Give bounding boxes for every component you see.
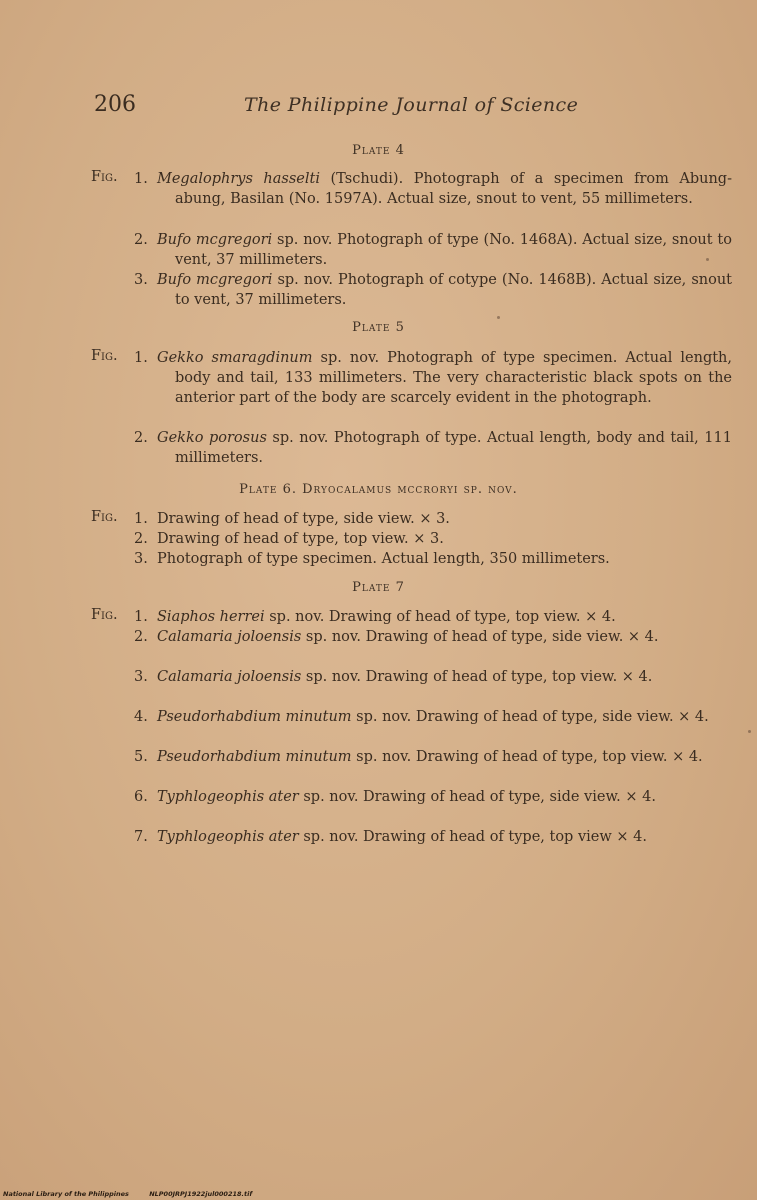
figure-caption: sp. nov. Drawing of head of type, top view × 4. xyxy=(298,829,647,845)
species-name: Pseudorhabdium minutum xyxy=(157,749,352,765)
figure-number: 3. xyxy=(134,272,148,288)
figure-caption: sp. nov. Drawing of head of type, side view. × 4. xyxy=(298,789,656,805)
figure-entry xyxy=(134,348,732,408)
fig-label: Fig. xyxy=(91,509,118,525)
figure-entry xyxy=(134,627,732,647)
figure-caption: Drawing of head of type, top view. × 3. xyxy=(157,531,444,547)
figure-entry xyxy=(134,428,732,468)
figure-caption: (Tschudi). Photograph of a specimen from Abung-abung, Basilan (No. 1597A). Actual size, snout to vent, 55 millimeters. xyxy=(175,171,732,207)
figure-caption: sp. nov. Drawing of head of type, side view. × 4. xyxy=(301,629,659,645)
plate-heading: Plate 5 xyxy=(352,320,405,335)
scan-speck xyxy=(497,316,500,319)
figure-number: 3. xyxy=(134,669,148,685)
page-header xyxy=(94,92,614,126)
species-name: Megalophrys hasselti xyxy=(157,171,320,187)
file-id: NLP00JRPJ1922jul000218.tif xyxy=(149,1190,253,1198)
figure-entry xyxy=(134,230,732,270)
plate-heading: Plate 6. Dryocalamus mccroryi sp. nov. xyxy=(239,482,518,497)
figure-number: 2. xyxy=(134,430,148,446)
species-name: Calamaria joloensis xyxy=(157,629,302,645)
plate-heading: Plate 4 xyxy=(352,143,405,158)
species-name: Calamaria joloensis xyxy=(157,669,302,685)
page-number: 206 xyxy=(94,92,136,117)
figure-caption: Drawing of head of type, side view. × 3. xyxy=(157,511,450,527)
figure-number: 1. xyxy=(134,171,148,187)
figure-caption: Photograph of type specimen. Actual length, 350 millimeters. xyxy=(157,551,610,567)
scan-footer xyxy=(3,1190,270,1198)
figure-entry xyxy=(134,270,732,310)
figure-entry xyxy=(134,747,732,767)
figure-number: 2. xyxy=(134,629,148,645)
figure-entry xyxy=(134,529,732,549)
figure-caption: sp. nov. Photograph of type specimen. Actual length, body and tail, 133 millimeters. The very characteristic black spots on the anterior part of the body are scarcely evident in the photograph. xyxy=(175,350,732,406)
figure-number: 2. xyxy=(134,531,148,547)
figure-entry xyxy=(134,509,732,529)
scan-speck xyxy=(748,730,751,733)
figure-number: 2. xyxy=(134,232,148,248)
figure-caption: sp. nov. Drawing of head of type, top view. × 4. xyxy=(301,669,653,685)
figure-number: 1. xyxy=(134,609,148,625)
figure-number: 6. xyxy=(134,789,148,805)
figure-caption: sp. nov. Photograph of type. Actual length, body and tail, 111 millimeters. xyxy=(175,430,732,466)
figure-entry xyxy=(134,549,732,569)
figure-caption: sp. nov. Photograph of type (No. 1468A). Actual size, snout to vent, 37 millimeters. xyxy=(175,232,732,268)
species-name: Bufo mcgregori xyxy=(157,232,273,248)
figure-number: 1. xyxy=(134,350,148,366)
species-name: Typhlogeophis ater xyxy=(157,829,299,845)
species-name: Pseudorhabdium minutum xyxy=(157,709,352,725)
figure-entry xyxy=(134,607,732,627)
figure-number: 3. xyxy=(134,551,148,567)
figure-entry xyxy=(134,169,732,209)
figure-caption: sp. nov. Drawing of head of type, top view. × 4. xyxy=(351,749,703,765)
figure-caption: sp. nov. Drawing of head of type, top view. × 4. xyxy=(264,609,616,625)
figure-entry xyxy=(134,667,732,687)
fig-label: Fig. xyxy=(91,348,118,364)
figure-caption: sp. nov. Drawing of head of type, side view. × 4. xyxy=(351,709,709,725)
journal-title: The Philippine Journal of Science xyxy=(244,94,579,116)
fig-label: Fig. xyxy=(91,607,118,623)
scan-speck xyxy=(706,258,709,261)
figure-number: 4. xyxy=(134,709,148,725)
fig-label: Fig. xyxy=(91,169,118,185)
figure-entry xyxy=(134,707,732,727)
figure-number: 5. xyxy=(134,749,148,765)
figure-entry xyxy=(134,827,732,847)
plate-heading: Plate 7 xyxy=(352,580,405,595)
species-name: Gekko smaragdinum xyxy=(157,350,313,366)
figure-caption: sp. nov. Photograph of cotype (No. 1468B). Actual size, snout to vent, 37 millimeters. xyxy=(175,272,733,308)
species-name: Bufo mcgregori xyxy=(157,272,273,288)
species-name: Gekko porosus xyxy=(157,430,267,446)
figure-number: 1. xyxy=(134,511,148,527)
figure-entry xyxy=(134,787,732,807)
species-name: Siaphos herrei xyxy=(157,609,265,625)
library-credit: National Library of the Philippines xyxy=(3,1190,129,1198)
figure-number: 7. xyxy=(134,829,148,845)
species-name: Typhlogeophis ater xyxy=(157,789,299,805)
